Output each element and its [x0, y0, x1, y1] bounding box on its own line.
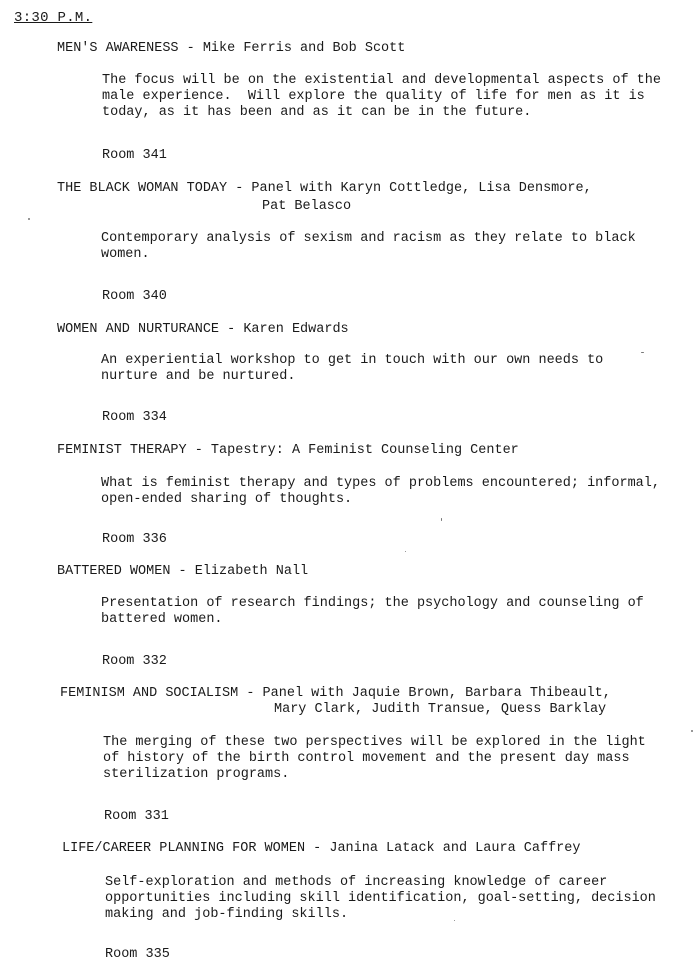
- session-description: Presentation of research findings; the psychology and counseling of battered women.: [101, 596, 644, 627]
- session-presenters-continued: Mary Clark, Judith Transue, Quess Barklay: [274, 702, 607, 717]
- session-title: LIFE/CAREER PLANNING FOR WOMEN - Janina Latack and Laura Caffrey: [62, 841, 581, 856]
- session-title: THE BLACK WOMAN TODAY - Panel with Karyn Cottledge, Lisa Densmore,: [57, 181, 592, 196]
- session-title: FEMINISM AND SOCIALISM - Panel with Jaquie Brown, Barbara Thibeault,: [60, 686, 611, 701]
- session-description: What is feminist therapy and types of problems encountered; informal, open-ended sharing of thoughts.: [101, 476, 660, 507]
- session-room: Room 335: [105, 947, 170, 962]
- scan-speck: [641, 352, 644, 353]
- session-presenters-continued: Pat Belasco: [262, 199, 352, 214]
- session-room: Room 331: [104, 809, 169, 824]
- time-heading: 3:30 P.M.: [14, 10, 93, 26]
- session-title: FEMINIST THERAPY - Tapestry: A Feminist Counseling Center: [57, 443, 519, 458]
- scan-speck: [28, 218, 30, 220]
- scan-speck: [454, 920, 455, 921]
- session-room: Room 336: [102, 532, 167, 547]
- session-title: BATTERED WOMEN - Elizabeth Nall: [57, 564, 309, 579]
- session-title: WOMEN AND NURTURANCE - Karen Edwards: [57, 322, 349, 337]
- session-title: MEN'S AWARENESS - Mike Ferris and Bob Scott: [57, 41, 406, 56]
- session-room: Room 332: [102, 654, 167, 669]
- session-description: Contemporary analysis of sexism and racism as they relate to black women.: [101, 231, 636, 262]
- scan-speck: [405, 551, 406, 552]
- session-description: Self-exploration and methods of increasing knowledge of career opportunities including skill identification, goal-setting, decision making and job-finding skills.: [105, 875, 656, 922]
- session-description: The focus will be on the existential and developmental aspects of the male experience. Will explore the quality of life for men as it is today, as it has been and as it can be in the future.: [102, 73, 661, 120]
- session-description: The merging of these two perspectives will be explored in the light of history of the birth control movement and the present day mass sterilization programs.: [103, 735, 646, 782]
- session-room: Room 340: [102, 289, 167, 304]
- session-room: Room 334: [102, 410, 167, 425]
- scan-speck: [441, 518, 442, 521]
- session-room: Room 341: [102, 148, 167, 163]
- scan-speck: [691, 730, 693, 732]
- session-description: An experiential workshop to get in touch with our own needs to nurture and be nurtured.: [101, 353, 604, 384]
